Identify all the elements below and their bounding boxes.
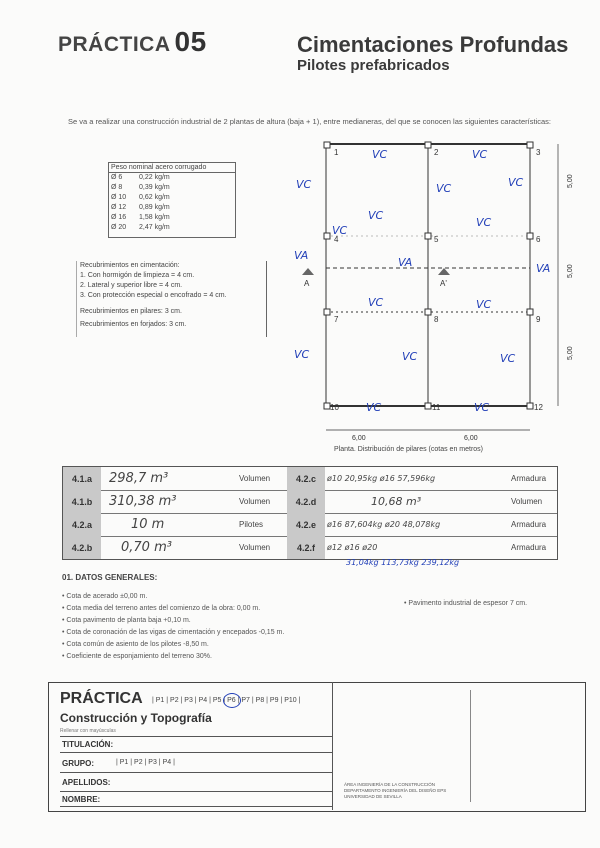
answer-value[interactable]: ø12 ø16 ø20 — [327, 543, 378, 552]
question-code: 4.2.c — [287, 467, 325, 490]
practice-selector[interactable]: | P1 | P2 | P3 | P4 | P5 | P6 | P7 | P8 | P9 | P10 | — [152, 697, 301, 704]
document-title: Cimentaciones Profundas — [297, 32, 569, 57]
unit-label: Volumen — [239, 543, 271, 552]
beam-annotation: VA — [294, 249, 309, 262]
practice-number: 05 — [174, 26, 207, 57]
cover-pilares: Recubrimientos en pilares: 3 cm. — [80, 308, 182, 315]
unit-label: Volumen — [239, 474, 271, 483]
section-label: A' — [440, 279, 447, 288]
list-item: • Cota pavimento de planta baja +0,10 m. — [62, 617, 191, 624]
beam-annotation: VC — [508, 176, 524, 189]
beam-annotation: VA — [536, 262, 551, 275]
list-item: • Cota de coronación de las vigas de cimentación y encepados -0,15 m. — [62, 629, 285, 636]
beam-annotation: VC — [436, 182, 452, 195]
unit-label: Armadura — [511, 474, 547, 483]
dim-right: 5,00 — [567, 264, 574, 278]
section-arrow-icon — [302, 268, 314, 275]
intro-paragraph: Se va a realizar una construcción industrial de 2 plantas de altura (baja + 1), entre medianeras, del que se conocen las siguientes características: — [68, 117, 551, 126]
pillar-label: 12 — [534, 403, 543, 412]
pillar-label: 2 — [434, 148, 439, 157]
list-item: • Coeficiente de esponjamiento del terreno 30%. — [62, 653, 212, 660]
steel-table-header: Peso nominal acero corrugado — [109, 163, 235, 173]
course-name: Construcción y Topografía — [60, 711, 212, 725]
steel-row: Ø 10 0,62 kg/m — [111, 194, 170, 201]
cover-forjados: Recubrimientos en forjados: 3 cm. — [80, 321, 187, 328]
question-code: 4.1.b — [63, 490, 101, 513]
pillar-label: 5 — [434, 235, 439, 244]
answer-value[interactable]: ø16 87,604kg ø20 48,078kg — [327, 520, 441, 529]
nombre-label: NOMBRE: — [62, 795, 101, 804]
beam-annotation: VC — [474, 401, 490, 414]
pillar-marker — [425, 403, 431, 409]
section-title: 01. DATOS GENERALES: — [62, 573, 158, 582]
pillar-marker — [425, 233, 431, 239]
beam-annotation: VC — [476, 216, 492, 229]
beam-annotation: VA — [398, 256, 413, 269]
group-selector[interactable]: | P1 | P2 | P3 | P4 | — [116, 759, 175, 766]
pillar-label: 11 — [432, 403, 441, 412]
dim-bottom-right: 6,00 — [464, 435, 478, 442]
table-row — [63, 490, 557, 514]
table-row — [63, 467, 557, 491]
steel-row: Ø 20 2,47 kg/m — [111, 224, 170, 231]
beam-annotation: VC — [500, 352, 516, 365]
pillar-label: 6 — [536, 235, 541, 244]
pillar-label: 8 — [434, 315, 439, 324]
pillar-marker — [324, 233, 330, 239]
practice-heading: PRÁCTICA 05 — [58, 26, 207, 57]
beam-annotation: VC — [368, 296, 384, 309]
pillar-marker — [425, 309, 431, 315]
question-code: 4.1.a — [63, 467, 101, 490]
section-arrow-icon — [438, 268, 450, 275]
list-item: • Cota común de asiento de los pilotes -8,50 m. — [62, 641, 209, 648]
question-code: 4.2.e — [287, 513, 325, 536]
plan-caption: Planta. Distribución de pilares (cotas en metros) — [334, 446, 484, 453]
answer-value[interactable]: 0,70 m³ — [121, 540, 172, 555]
results-table — [62, 466, 558, 560]
pillar-plan — [290, 128, 590, 448]
list-item: • Pavimento industrial de espesor 7 cm. — [404, 600, 528, 607]
dim-right: 5,00 — [567, 346, 574, 360]
answer-value[interactable]: 10,68 m³ — [371, 495, 422, 508]
steel-row: Ø 12 0,89 kg/m — [111, 204, 170, 211]
selected-practice-circle — [223, 693, 241, 708]
pillar-marker — [324, 309, 330, 315]
cover-item: 3. Con protección especial o encofrado = 4 cm. — [80, 292, 227, 299]
pillar-marker — [527, 142, 533, 148]
unit-label: Volumen — [239, 497, 271, 506]
covers-box — [76, 261, 267, 337]
pillar-label: 4 — [334, 235, 339, 244]
answer-value[interactable]: 298,7 m³ — [109, 471, 169, 486]
question-code: 4.2.b — [63, 536, 101, 559]
steel-row: Ø 8 0,39 kg/m — [111, 184, 170, 191]
table-row — [63, 513, 557, 537]
list-item: • Cota de acerado ±0,00 m. — [62, 593, 148, 600]
pillar-label: 3 — [536, 148, 541, 157]
answer-value[interactable]: 10 m — [131, 517, 165, 532]
cover-item: 2. Lateral y superior libre = 4 cm. — [80, 282, 183, 289]
document-subtitle: Pilotes prefabricados — [297, 57, 450, 74]
unit-label: Armadura — [511, 543, 547, 552]
pillar-marker — [527, 403, 533, 409]
unit-label: Pilotes — [239, 520, 264, 529]
pillar-label: 1 — [334, 148, 339, 157]
beam-annotation: VC — [366, 401, 382, 414]
beam-annotation: VC — [296, 178, 312, 191]
beam-annotation: VC — [368, 209, 384, 222]
pillar-marker — [324, 142, 330, 148]
pillar-label: 7 — [334, 315, 339, 324]
answer-value[interactable]: 310,38 m³ — [109, 494, 177, 509]
pillar-marker — [527, 309, 533, 315]
steel-weight-table — [108, 162, 236, 238]
cover-item: 1. Con hormigón de limpieza = 4 cm. — [80, 272, 195, 279]
table-row — [63, 536, 557, 559]
pillar-label: 10 — [330, 403, 339, 412]
grupo-label: GRUPO: — [62, 759, 94, 768]
beam-annotation: VC — [372, 148, 388, 161]
steel-row: Ø 16 1,58 kg/m — [111, 214, 170, 221]
question-code: 4.2.f — [287, 536, 325, 559]
unit-label: Volumen — [511, 497, 543, 506]
covers-title: Recubrimientos en cimentación: — [80, 262, 180, 269]
beam-annotation: VC — [294, 348, 310, 361]
pillar-marker — [425, 142, 431, 148]
answer-value[interactable]: ø10 20,95kg ø16 57,596kg — [327, 474, 436, 483]
pillar-marker — [527, 233, 533, 239]
beam-annotation: VC — [332, 224, 348, 237]
form-instructions: Rellenar con mayúsculas — [60, 728, 116, 734]
section-label: A — [304, 279, 310, 288]
list-item: • Cota media del terreno antes del comienzo de la obra: 0,00 m. — [62, 605, 261, 612]
beam-annotation: VC — [472, 148, 488, 161]
question-code: 4.2.a — [63, 513, 101, 536]
institution-text: ÁREA INGENIERÍA DE LA CONSTRUCCIÓN DEPARTAMENTO INGENIERÍA DEL DISEÑO EPS UNIVERSIDAD DE SEVILLA — [344, 782, 447, 799]
pillar-label: 9 — [536, 315, 541, 324]
dim-bottom-left: 6,00 — [352, 435, 366, 442]
apellidos-label: APELLIDOS: — [62, 778, 111, 787]
beam-annotation: VC — [476, 298, 492, 311]
titulacion-label: TITULACIÓN: — [62, 740, 114, 749]
handwritten-weights: 31,04kg 113,73kg 239,12kg — [346, 558, 460, 567]
question-code: 4.2.d — [287, 490, 325, 513]
beam-annotation: VC — [402, 350, 418, 363]
unit-label: Armadura — [511, 520, 547, 529]
form-practica-label: PRÁCTICA — [60, 690, 143, 707]
dim-right: 5,00 — [567, 174, 574, 188]
general-data-list — [62, 591, 284, 663]
steel-row: Ø 6 0,22 kg/m — [111, 174, 170, 181]
